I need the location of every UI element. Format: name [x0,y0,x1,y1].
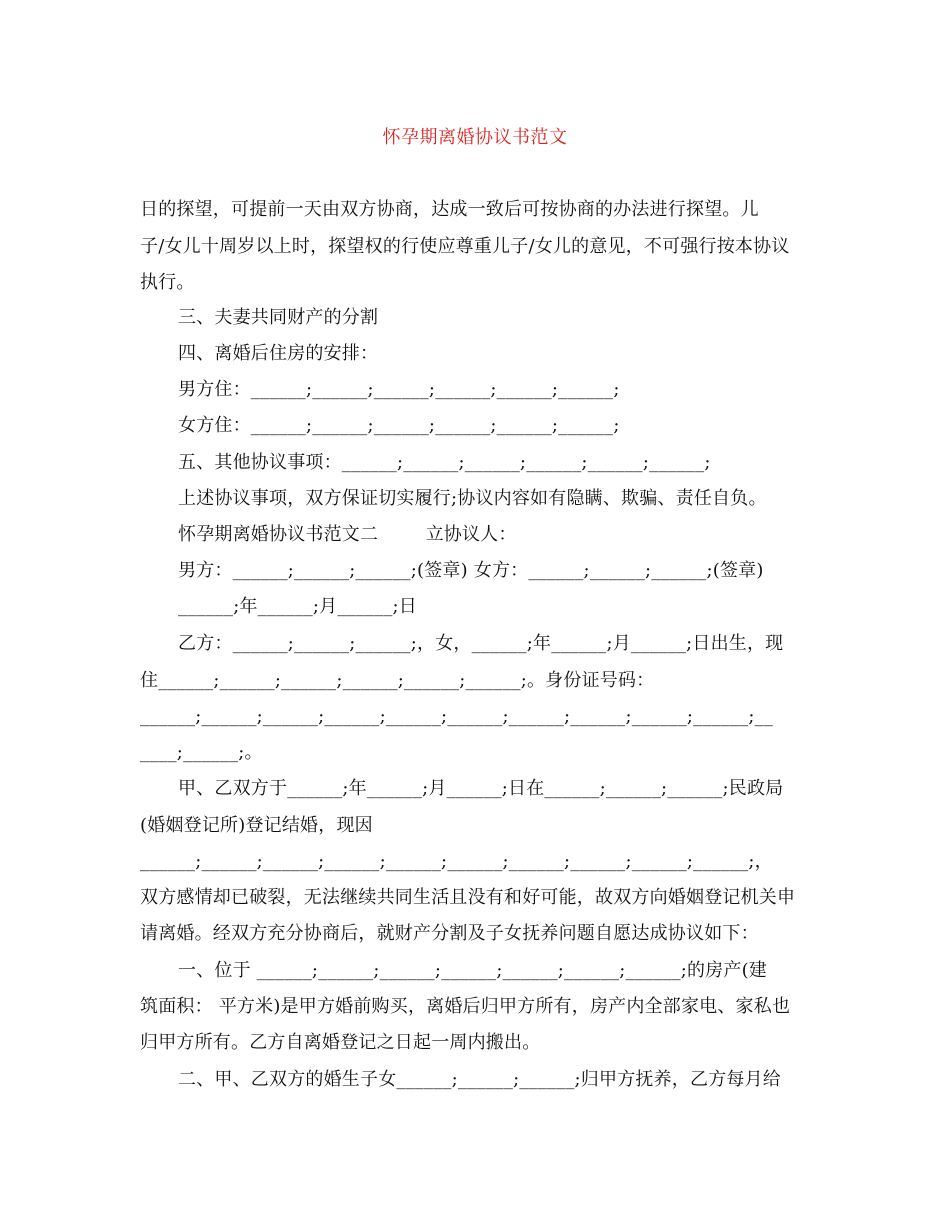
body-line: 子/女儿十周岁以上时，探望权的行使应尊重儿子/女儿的意见，不可强行按本协议 [140,236,790,257]
section-heading: 五、其他协议事项：______;______;______;______;______;______; [178,452,711,473]
body-line: 女方住：______;______;______;______;______;______; [178,415,620,436]
body-line: 执行。 [140,272,195,293]
body-line: ____;______;。 [140,742,263,763]
body-line: 男方住：______;______;______;______;______;______; [178,379,620,400]
document-title: 怀孕期离婚协议书范文 [382,127,568,148]
body-line: 筑面积： 平方米)是甲方婚前购买，离婚后归甲方所有，房产内全部家电、家私也 [140,996,791,1017]
body-line: 住______;______;______;______;______;______;。身份证号码： [140,670,655,691]
section-heading: 四、离婚后住房的安排： [178,343,379,364]
body-line: ______;______;______;______;______;______;______;______;______;______;， [140,851,773,872]
section-heading: 三、夫妻共同财产的分割 [178,307,379,328]
body-line: ______;______;______;______;______;______;______;______;______;______;__ [140,706,774,727]
body-line: 上述协议事项，双方保证切实履行;协议内容如有隐瞒、欺骗、责任自负。 [178,488,767,509]
section-heading: 二、甲、乙双方的婚生子女______;______;______;归甲方抚养，乙方每月给 [178,1069,781,1090]
body-line: (婚姻登记所)登记结婚，现因 [140,815,373,836]
body-line: 男方：______;______;______;(签章) 女方：______;______;______;(签章) [178,560,764,581]
body-line: ______;年______;月______;日 [178,596,417,617]
body-line: 日的探望，可提前一天由双方协商，达成一致后可按协商的办法进行探望。儿 [140,199,759,220]
subtitle-line: 怀孕期离婚协议书范文二 立协议人： [178,524,517,545]
body-line: 甲、乙双方于______;年______;月______;日在______;______;______;民政局 [178,778,784,799]
body-line: 归甲方所有。乙方自离婚登记之日起一周内搬出。 [140,1032,541,1053]
section-heading: 一、位于 ______;______;______;______;______;______;______;的房产(建 [178,960,767,981]
body-line: 双方感情却已破裂，无法继续共同生活且没有和好可能，故双方向婚姻登记机关申 [140,887,796,908]
body-line: 请离婚。经双方充分协商后，就财产分割及子女抚养问题自愿达成协议如下： [140,923,759,944]
body-line: 乙方：______;______;______;，女，______;年______;月______;日出生，现 [178,633,784,654]
